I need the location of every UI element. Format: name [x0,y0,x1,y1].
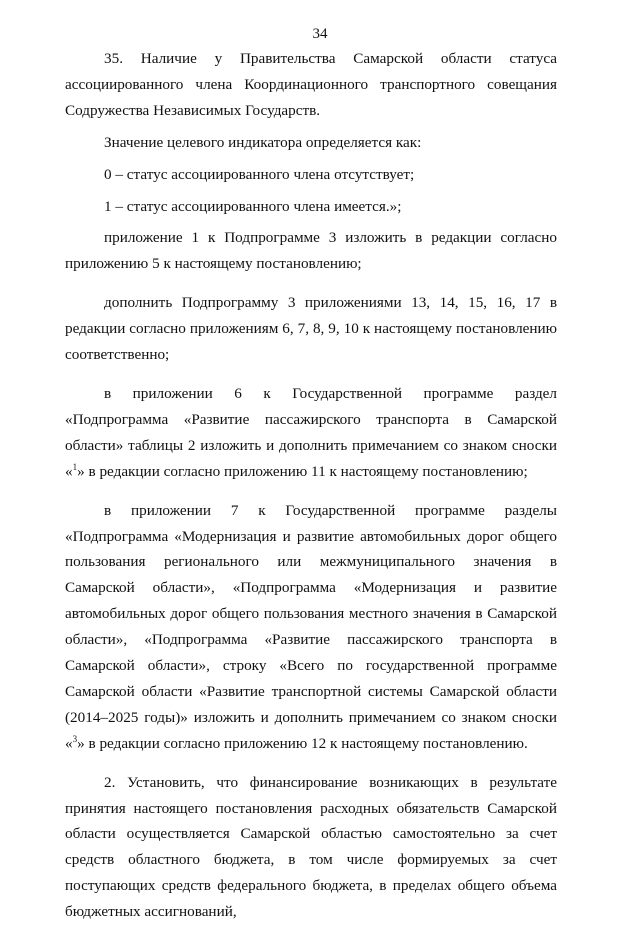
footnote-mark-1: 1 [72,461,78,472]
paragraph-financing: 2. Установить, что финансирование возникающих в результате принятия настоящего постановления расходных обязательств Самарской области осуществляется Самарской областью самостоятельно за счет средств областного бюджета, в том числе формируемых за счет поступающих средств федерального бюджета, в пределах общего объема бюджетных ассигнований, [65,773,557,921]
paragraph-appendix-7 [65,498,557,757]
paragraph-value-0: 0 – статус ассоциированного члена отсутствует; [104,165,415,183]
paragraph-appendix-1: приложение 1 к Подпрограмме 3 изложить в редакции согласно приложению 5 к настоящему постановлению; [65,229,557,273]
paragraph-value-1: 1 – статус ассоциированного члена имеется.»; [104,197,402,215]
footnote-mark-3: 3 [72,733,78,744]
paragraph-appendix-6 [65,381,557,485]
paragraph-appendix-6-text-b: » в редакции согласно приложению 11 к настоящему постановлению; [77,462,528,480]
paragraph-appendix-7-text-b: » в редакции согласно приложению 12 к настоящему постановлению. [77,734,528,752]
paragraph-appendix-6-text-a: в приложении 6 к Государственной программе раздел «Подпрограмма «Развитие пассажирского транспорта в Самарской области» таблицы 2 изложить и дополнить примечанием со знаком сноски « [65,384,557,480]
paragraph-appendices-13-17: дополнить Подпрограмму 3 приложениями 13, 14, 15, 16, 17 в редакции согласно приложениям 6, 7, 8, 9, 10 к настоящему постановлению соответственно; [65,294,557,364]
paragraph-indicator-definition: Значение целевого индикатора определяется как: [104,133,422,151]
page-number: 34 [312,26,328,42]
document-body [65,46,557,925]
paragraph-appendix-7-text-a: в приложении 7 к Государственной программе разделы «Подпрограмма «Модернизация и развитие автомобильных дорог общего пользования регионального или межмуниципального значения в Самарской области», «Подпрограмма «Модернизация и развитие автомобильных дорог общего пользования местного значения в Самарской области», «Подпрограмма «Развитие пассажирского транспорта в Самарской области», строку «Всего по государственной программе Самарской области «Развитие транспортной системы Самарской области (2014–2025 годы)» изложить и дополнить примечанием со знаком сноски « [65,501,557,752]
paragraph-indicator-35: 35. Наличие у Правительства Самарской области статуса ассоциированного члена Координационного транспортного совещания Содружества Независимых Государств. [65,50,557,119]
